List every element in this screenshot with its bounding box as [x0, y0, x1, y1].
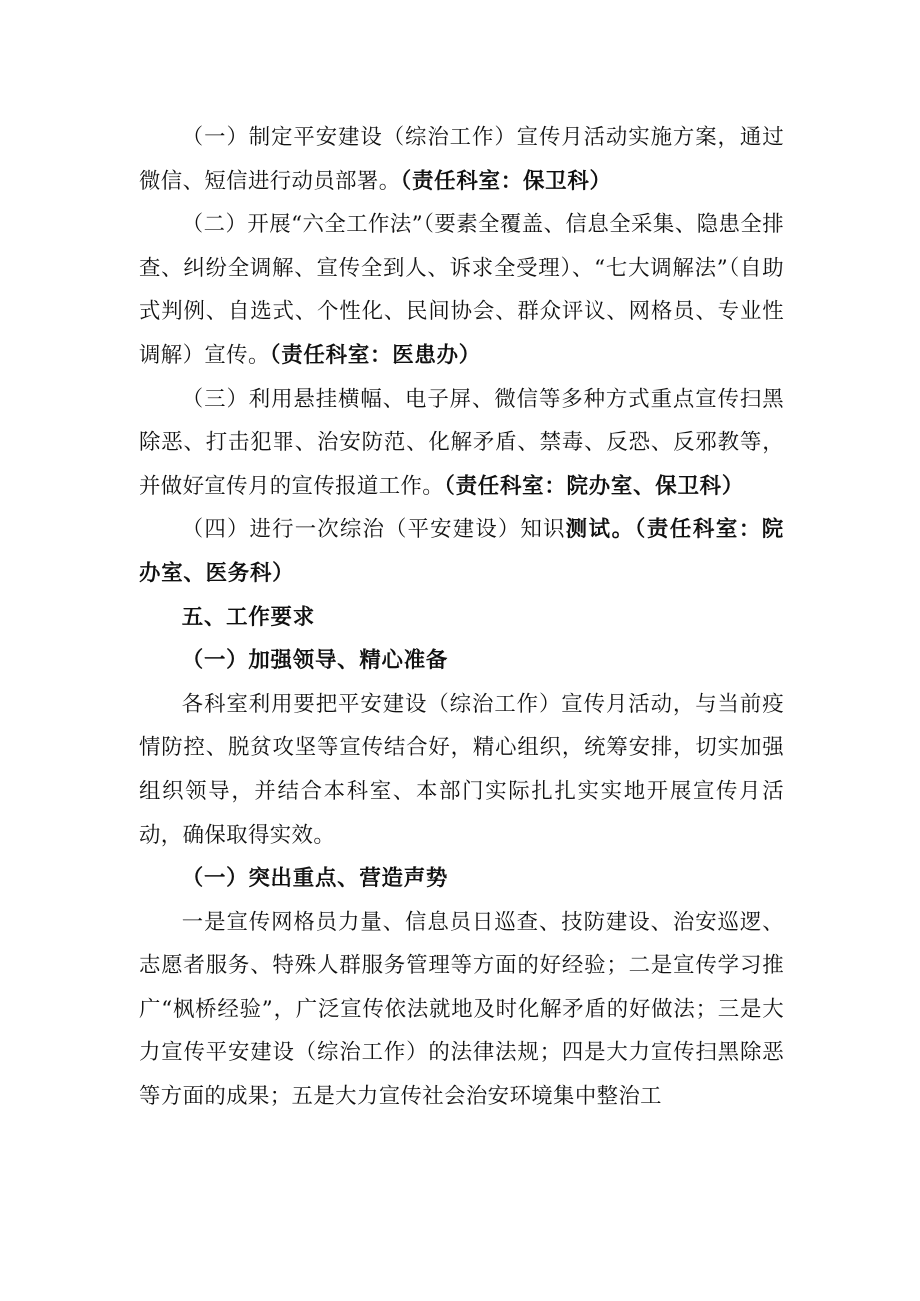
paragraph-2-text: （二）开展“六全工作法”（要素全覆盖、信息全采集、隐患全排查、纠纷全调解、宣传全到人、诉求全受理）、“七大调解法”（自助式判例、自选式、个性化、民间协会、群众评议、网格员、专业性调解）宣传。	[139, 212, 784, 368]
paragraph-1-text: （一）制定平安建设（综治工作）宣传月活动实施方案，通过微信、短信进行动员部署。	[139, 125, 784, 194]
document-page	[139, 116, 784, 1119]
paragraph-1-responsible: （责任科室：保卫科）	[400, 168, 612, 194]
paragraph-3-responsible: （责任科室：院办室、保卫科）	[444, 473, 745, 499]
paragraph-1	[139, 116, 784, 203]
subsection-2-body: 一是宣传网格员力量、信息员日巡查、技防建设、治安巡逻、志愿者服务、特殊人群服务管理等方面的好经验；二是宣传学习推广“枫桥经验”，广泛宣传依法就地及时化解矛盾的好做法；三是大力宣传平安建设（综治工作）的法律法规；四是大力宣传扫黑除恶等方面的成果；五是大力宣传社会治安环境集中整治工	[139, 909, 784, 1110]
section-5-heading: 五、工作要求	[181, 604, 315, 630]
subsection-1-body: 各科室利用要把平安建设（综治工作）宣传月活动，与当前疫情防控、脱贫攻坚等宣传结合好，精心组织，统筹安排，切实加强组织领导，并结合本科室、本部门实际扎扎实实地开展宣传月活动，确保取得实效。	[139, 691, 784, 848]
paragraph-4-text: （四）进行一次综治（平安建设）知识	[181, 517, 566, 543]
paragraph-4-responsible: 测试。（责任科室：院办室、医务科）	[139, 517, 784, 586]
paragraph-3-text: （三）利用悬挂横幅、电子屏、微信等多种方式重点宣传扫黑除恶、打击犯罪、治安防范、化解矛盾、禁毒、反恐、反邪教等，并做好宣传月的宣传报道工作。	[139, 386, 784, 499]
subsection-2-heading: （一）突出重点、营造声势	[181, 866, 449, 892]
paragraph-2	[139, 203, 784, 377]
paragraph-2-responsible: （责任科室：医患办）	[269, 342, 481, 368]
paragraph-3	[139, 378, 784, 509]
paragraph-4	[139, 508, 784, 595]
subsection-1-heading: （一）加强领导、精心准备	[181, 648, 449, 674]
